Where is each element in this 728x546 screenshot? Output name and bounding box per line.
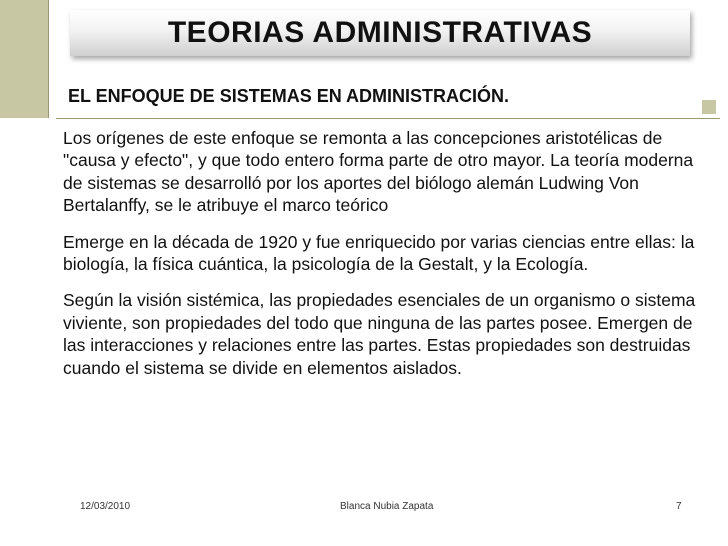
footer-date: 12/03/2010 [80,501,131,512]
footer-page-number: 7 [676,501,682,512]
paragraph-1: Los orígenes de este enfoque se remonta a las concepciones aristotélicas de "causa y efecto", y que todo entero forma parte de otro mayor. La teoría moderna de sistemas se desarrolló por los aportes del biólogo alemán Ludwing Von Bertalanffy, se le atribuye el marco teórico [63,128,694,216]
footer-author: Blanca Nubia Zapata [340,501,434,512]
divider-line [56,118,720,119]
paragraph-3: Según la visión sistémica, las propiedades esenciales de un organismo o sistema viviente, son propiedades del todo que ninguna de las partes posee. Emergen de las interacciones y relaciones entre las partes. Estas propiedades son destruidas cuando el sistema se divide en elementos aislados. [63,290,696,378]
slide-body [63,127,703,393]
decorative-right-square [702,100,716,114]
decorative-left-line [48,0,49,118]
decorative-left-bar [0,0,48,118]
slide-subtitle: EL ENFOQUE DE SISTEMAS EN ADMINISTRACIÓN. [68,86,510,106]
title-box [70,10,690,56]
slide-title: TEORIAS ADMINISTRATIVAS [167,16,593,49]
paragraph-2: Emerge en la década de 1920 y fue enriquecido por varias ciencias entre ellas: la biología, la física cuántica, la psicología de la Gestalt, y la Ecología. [63,231,695,275]
